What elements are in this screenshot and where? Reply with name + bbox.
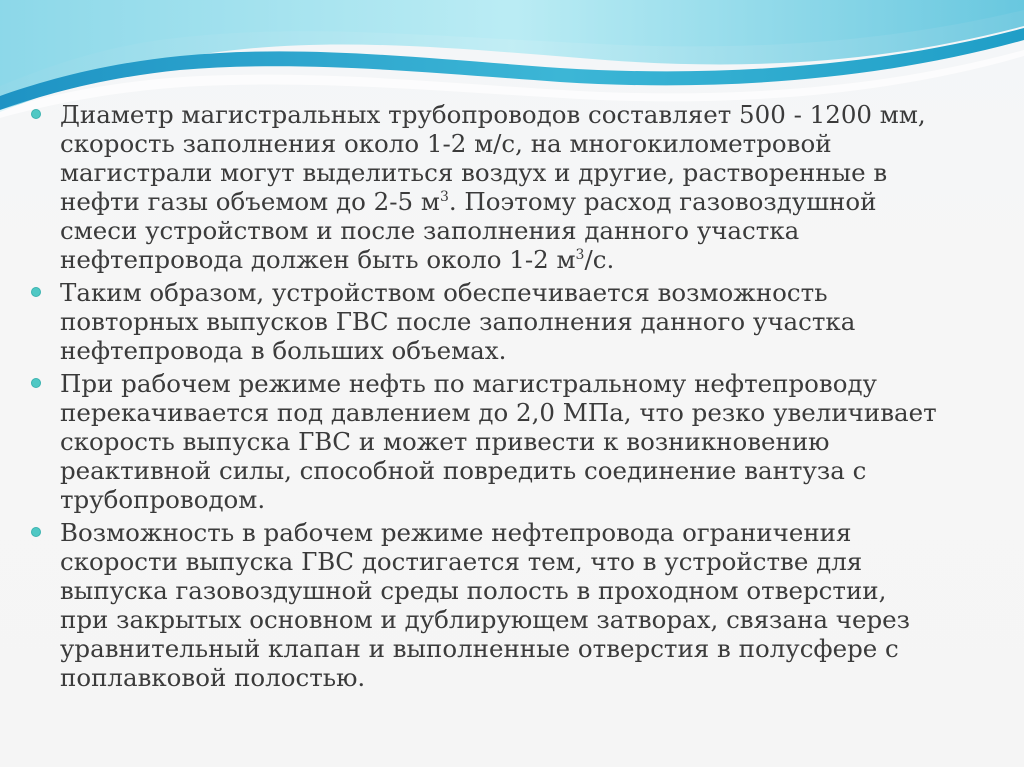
bullet-dot-icon xyxy=(32,528,40,536)
bullet-text-line xyxy=(60,187,1014,216)
bullet-dot-icon xyxy=(32,288,40,296)
bullet-text-line: При рабочем режиме нефть по магистральному нефтепроводу xyxy=(60,369,877,398)
bullet-text-line xyxy=(60,245,1014,274)
bullet-text-line: нефтепровода в больших объемах. xyxy=(60,336,507,365)
text-segment: /с. xyxy=(584,245,615,274)
bullet-text-line: выпуска газовоздушной среды полость в проходном отверстии, xyxy=(60,576,887,605)
bullet-item xyxy=(24,518,1014,692)
bullet-item xyxy=(24,278,1014,365)
bullet-text-line: уравнительный клапан и выполненные отверстия в полусфере с xyxy=(60,634,899,663)
bullet-text-line: Диаметр магистральных трубопроводов составляет 500 - 1200 мм, xyxy=(60,100,926,129)
bullet-item xyxy=(24,369,1014,514)
bullet-text-line: трубопроводом. xyxy=(60,485,266,514)
bullet-text-line: поплавковой полостью. xyxy=(60,663,366,692)
superscript: 3 xyxy=(439,189,449,205)
bullet-text-line: повторных выпусков ГВС после заполнения данного участка xyxy=(60,307,856,336)
bullet-list xyxy=(24,100,1014,696)
bullet-text-line: смеси устройством и после заполнения данного участка xyxy=(60,216,800,245)
bullet-text-line: скорость заполнения около 1-2 м/с, на многокилометровой xyxy=(60,129,832,158)
text-segment: . Поэтому расход газовоздушной xyxy=(448,187,877,216)
bullet-text-line: реактивной силы, способной повредить соединение вантуза с xyxy=(60,456,867,485)
bullet-text-line: скорость выпуска ГВС и может привести к возникновению xyxy=(60,427,830,456)
bullet-text-line: перекачивается под давлением до 2,0 МПа, что резко увеличивает xyxy=(60,398,937,427)
bullet-item xyxy=(24,100,1014,274)
bullet-text-line: Возможность в рабочем режиме нефтепровода ограничения xyxy=(60,518,852,547)
bullet-text-line: скорости выпуска ГВС достигается тем, что в устройстве для xyxy=(60,547,863,576)
bullet-text-line: магистрали могут выделиться воздух и другие, растворенные в xyxy=(60,158,888,187)
bullet-dot-icon xyxy=(32,379,40,387)
text-segment: нефтепровода должен быть около 1-2 м xyxy=(60,245,576,274)
bullet-text-line: при закрытых основном и дублирующем затворах, связана через xyxy=(60,605,910,634)
text-segment: нефти газы объемом до 2-5 м xyxy=(60,187,440,216)
bullet-text-line: Таким образом, устройством обеспечивается возможность xyxy=(60,278,828,307)
superscript: 3 xyxy=(575,247,585,263)
bullet-dot-icon xyxy=(32,110,40,118)
